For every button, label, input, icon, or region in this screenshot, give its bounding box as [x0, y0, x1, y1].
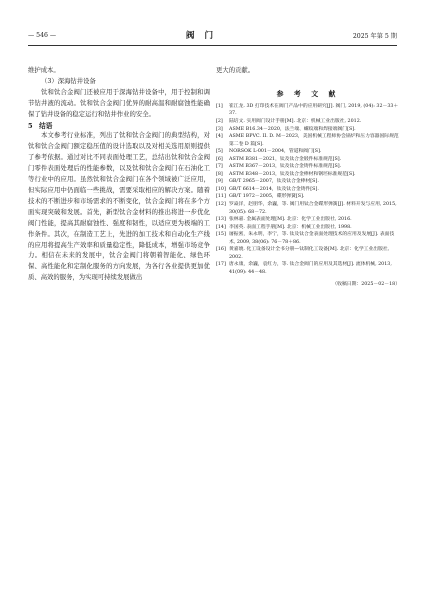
reference-item: [216, 246, 400, 261]
reference-item: [216, 171, 400, 179]
references-list: [216, 103, 400, 277]
reference-number: [9]: [216, 179, 223, 185]
reference-text: GB/T 2965－2007，钛及钛合金棒材[S].: [229, 179, 319, 185]
reference-text: ASME BPVC. II. D. M－2023，美国机械工程师协会锅炉和压力容器国际规范 第二卷 D 篇[S].: [229, 134, 399, 147]
journal-title: 阀门: [185, 31, 224, 41]
reference-text: 黄嘉琥. 化工设备设计全书分册—钛制化工设备[M]. 北京：化学工业出版社, 2002.: [229, 247, 390, 260]
received-date: （收稿日期：2025－02－18）: [332, 282, 400, 288]
reference-number: [2]: [216, 119, 223, 124]
lead-text: 维护成本。: [28, 67, 60, 74]
reference-number: [10]: [216, 186, 226, 192]
page-number: — 546 —: [28, 31, 57, 39]
reference-number: [17]: [216, 262, 226, 268]
reference-item: [216, 224, 400, 232]
reference-text: 李国英. 表面工程手册[M]. 北京：机械工业出版社, 1998.: [229, 224, 352, 230]
left-column: [28, 66, 210, 284]
reference-text: 陆培文. 实用阀门设计手册[M]. 北京：机械工业出版社, 2012.: [229, 119, 362, 124]
reference-text: 罗焱洋，赵朋华，余巍，等. 阀门用钛合金碟形弹簧[J]. 材料开发与应用, 2015, 30(05): 68－72.: [229, 202, 397, 215]
reference-number: [16]: [216, 247, 226, 253]
item-3-heading: （3）深海钻井设备: [41, 77, 96, 85]
reference-item: [216, 193, 400, 201]
reference-item: [216, 156, 400, 164]
reference-text: GB/T 1972－2005，碟形弹簧[S].: [229, 194, 305, 200]
reference-number: [1]: [216, 103, 223, 109]
reference-item: [216, 261, 400, 276]
reference-number: [11]: [216, 194, 226, 200]
running-header: [28, 27, 397, 43]
reference-number: [3]: [216, 126, 223, 132]
reference-item: [216, 103, 400, 118]
reference-number: [6]: [216, 156, 223, 162]
reference-number: [13]: [216, 217, 226, 223]
reference-item: [216, 163, 400, 171]
reference-item: [216, 178, 400, 186]
reference-number: [7]: [216, 164, 223, 170]
reference-item: [216, 118, 400, 126]
reference-item: [216, 148, 400, 156]
reference-text: 崔江龙. 3D 打印技术在阀门产品中的应用研究[J]. 阀门, 2019, (04): 32－33＋37.: [229, 103, 399, 117]
reference-number: [4]: [216, 134, 223, 140]
issue-label: 2025 年第 5 期: [352, 32, 397, 40]
reference-item: [216, 133, 400, 148]
reference-item: [216, 216, 400, 224]
right-column: [216, 66, 400, 287]
conclusion-paragraph: 本文参考行业标准，列出了钛和钛合金阀门的典型结构，对钛和钛合金阀门额定稳压值的设计选取以及对相关选用原则提供了参考依据。通过对比不同表面处理工艺，总结出钛和钛合金阀门零件表面处理后的性能参数，以及钛和钛合金阀门在石油化工等行业中的应用。虽然钛和钛合金阀门在各个领域被广泛应用，但实际应用中仍面临一些挑战，需要采取相应的解决方案。随着技术的不断进步和市场需求的不断变化，钛合金阀门将在多个方面实现突破和发展。首先，新型钛合金材料的推出将进一步优化阀门性能，提高其耐腐蚀性、强度和韧性，以适应更为极端的工作条件。其次，在制造工艺上，先进的加工技术和自动化生产线的应用将提高生产效率和质量稳定性，降低成本，增强市场竞争力。相信在未来的发展中，钛合金阀门将朝着智能化、绿色环保、高性能化和定制化服务的方向发展，为各行各业提供更加优质、高效的服务，为实现可持续发展做出: [28, 132, 210, 282]
reference-text: ASTM B367－2013，钛及钛合金铸件标准规范[S].: [229, 164, 342, 170]
reference-text: 唐永康，余巍，袁红力，等. 钛合金阀门的应用及其选材[J]. 流体机械, 2013, 41(09): 44－48.: [229, 262, 392, 275]
reference-text: NORSOK L-001－2004，管道和阀门[S].: [229, 149, 322, 155]
reference-item: [216, 201, 400, 216]
reference-number: [5]: [216, 149, 223, 155]
reference-text: GB/T 6614－2014，钛及钛合金铸件[S].: [229, 186, 319, 192]
reference-item: [216, 126, 400, 134]
reference-text: ASME B16.34－2020，法兰端、螺纹端和焊接端阀门[S].: [229, 126, 356, 132]
header-rule: [28, 45, 397, 46]
section-heading-conclusion: 5 结语: [28, 121, 53, 130]
reference-item: [216, 186, 400, 194]
continuation-text: 更大的贡献。: [216, 67, 255, 74]
references-title: 参 考 文 献: [276, 89, 340, 98]
reference-number: [14]: [216, 224, 226, 230]
reference-text: ASTM B381－2021，钛及钛合金锻件标准规范[S].: [229, 156, 342, 162]
reference-text: ASTM B348－2013，钛及钛合金棒材和钢坯标准规范[S].: [229, 171, 356, 177]
reference-number: [8]: [216, 171, 223, 177]
reference-text: 张林嘉. 金属表面处理[M]. 北京：化学工业出版社, 2016.: [229, 217, 352, 223]
reference-number: [15]: [216, 232, 226, 238]
reference-number: [12]: [216, 202, 226, 208]
reference-text: 屠振密，朱永明，李宁，等. 钛及钛合金表面处理技术的应用及发展[J]. 表面技术, 2009, 38(06): 76－78＋86.: [229, 232, 395, 245]
reference-item: [216, 231, 400, 246]
item-3-paragraph: 钛和钛合金阀门还被应用于深海钻井设备中，用于控制和调节钻井液的流动。钛和钛合金阀门优异的耐高温和耐腐蚀性能确保了钻井设备的稳定运行和钻井作业的安全。: [28, 88, 210, 118]
